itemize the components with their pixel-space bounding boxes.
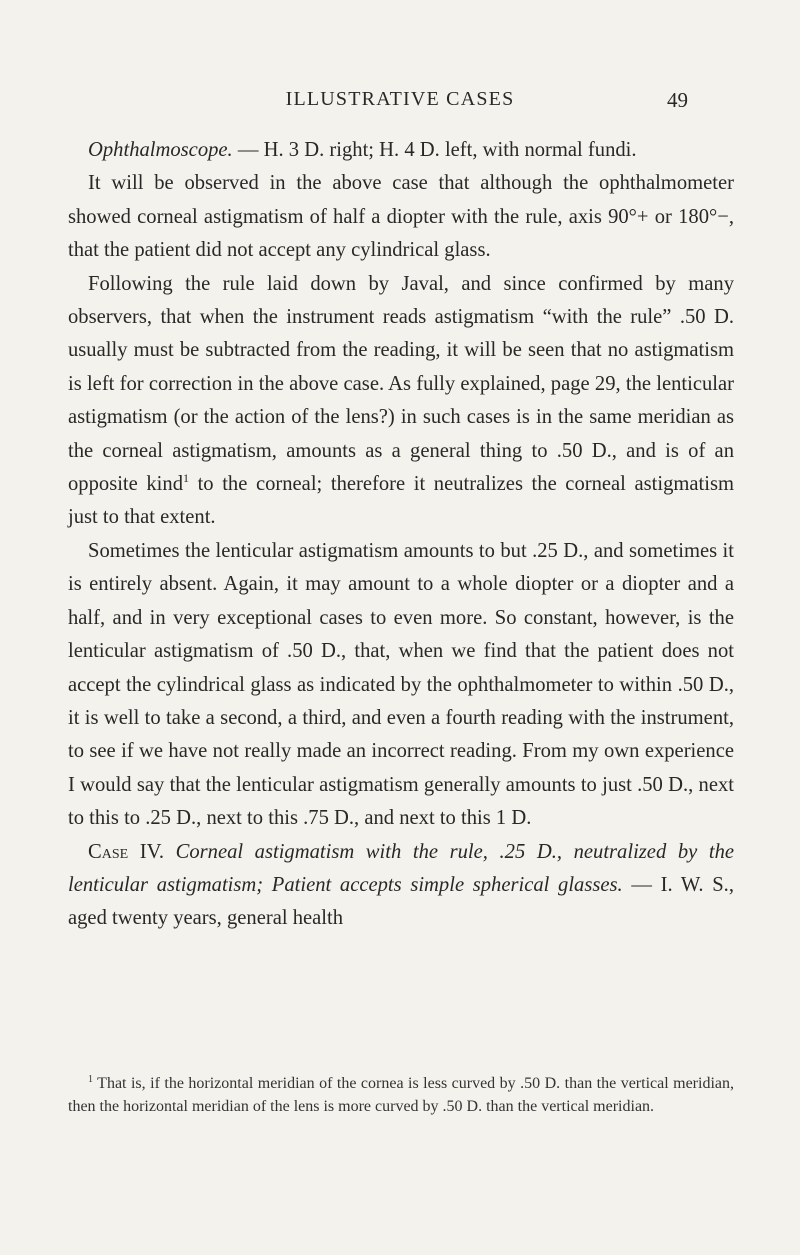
case-text: — I. W. S., aged twenty years, general health	[68, 873, 734, 930]
footnote-paragraph	[68, 1072, 734, 1118]
page-number: 49	[667, 88, 688, 112]
javal-rule-text-end: to the corneal; therefore it neutralizes the corneal astigmatism just to that extent.	[68, 473, 735, 529]
ophthalmoscope-text: — H. 3 D. right; H. 4 D. left, with normal fundi.	[232, 139, 637, 161]
footnote	[68, 1072, 734, 1118]
ophthalmoscope-label: Ophthalmoscope.	[88, 139, 233, 161]
paragraph-case-iv	[68, 836, 734, 936]
case-title: Corneal astigmatism with the rule, .25 D., neutralized by the lenticular astigmatism; Patient accepts simple spherical glasses.	[68, 840, 735, 896]
footnote-text: That is, if the horizontal meridian of the cornea is less curved by .50 D. than the vertical meridian, then the horizontal meridian of the lens is more curved by .50 D. than the vertical meridian.	[68, 1075, 734, 1115]
main-text	[68, 134, 734, 936]
paragraph-ophthalmoscope	[68, 134, 734, 167]
paragraph-lenticular: Sometimes the lenticular astigmatism amounts to but .25 D., and sometimes it is entirely absent. Again, it may amount to a whole diopter or a diopter and a half, and in very exceptional cases to even more. So constant, however, is the lenticular astigmatism of .50 D., that, when we find that the patient does not accept the cylindrical glass as indicated by the ophthalmometer to within .50 D., it is well to take a second, a third, and even a fourth reading with the instrument, to see if we have not really made an incorrect reading. From my own experience I would say that the lenticular astigmatism generally amounts to just .50 D., next to this to .25 D., next to this .75 D., and next to this 1 D.	[68, 539, 734, 830]
footnote-marker: 1	[88, 1074, 93, 1085]
paragraph-javal-rule	[68, 268, 734, 535]
paragraph-observation: It will be observed in the above case that although the ophthalmometer showed corneal astigmatism of half a diopter with the rule, axis 90°+ or 180°−, that the patient did not accept any cylindrical glass.	[68, 172, 734, 262]
javal-rule-text: Following the rule laid down by Javal, and since confirmed by many observers, that when the instrument reads astigmatism “with the rule” .50 D. usually must be subtracted from the reading, it will be seen that no astigmatism is left for correction in the above case. As fully explained, page 29, the lenticular astigmatism (or the action of the lens?) in such cases is in the same meridian as the corneal astigmatism, amounts as a general thing to .50 D., and is of an opposite kind	[68, 272, 734, 496]
footnote-reference: 1	[183, 471, 189, 486]
running-title: ILLUSTRATIVE CASES	[285, 88, 515, 110]
case-label: Case IV.	[88, 840, 164, 863]
page-header	[0, 88, 800, 118]
